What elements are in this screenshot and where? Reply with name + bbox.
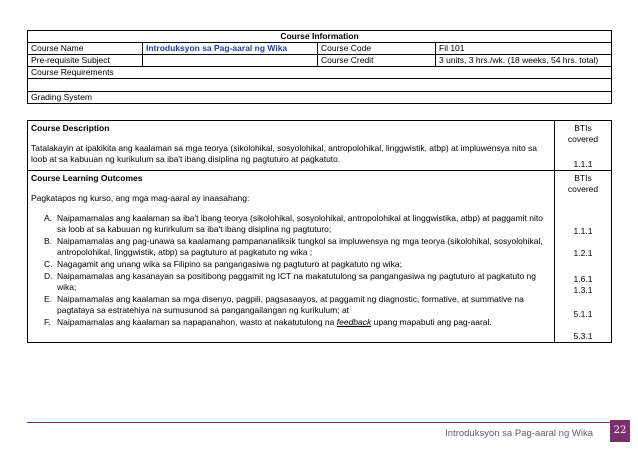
course-information-table [27, 30, 612, 104]
description-bti-heading: BTIs covered [567, 123, 599, 144]
outcomes-bti-cell [555, 171, 612, 343]
page-number: 22 [610, 420, 630, 442]
course-name-value: Introduksyon sa Pag-aaral ng Wika [143, 43, 318, 55]
footer-divider [27, 422, 611, 423]
list-item: B. Naipamamalas ang pag-unawa sa kaalamang pampananaliksik tungkol sa impluwensya ng mga teorya (sikolohikal, sosyolohikal, antropolohikal, linggwistik, atbp) sa pagtuturo at pagkatuto ng wika ; [44, 236, 543, 257]
list-item: E. Naipamamalas ang kaalaman sa mga disenyo, pagpili, pagsasaayos, at paggamit ng diagnostic, formative, at summative na pagtataya sa estratehiya na sumusunod sa pangangailangan ng kurikulum; at [44, 294, 524, 315]
bti-value: 1.2.1 [573, 248, 593, 258]
list-item: A. Naipamamalas ang kaalaman sa iba't ibang teorya (sikolohikal, sosyolohikal, antropolohikal at linggwistika, atbp) at paggamit nito sa loob at sa kabuuan ng kurirkulum sa iba't ibang disiplina ng pagtuturo; [44, 213, 543, 234]
learning-outcomes-heading: Course Learning Outcomes [31, 173, 143, 183]
list-item: F. Naipamamalas ang kaalaman sa napapanahon, wasto at nakatutulong na feedback upang mapabuti ang pag-aaral. [44, 317, 492, 327]
bti-value: 1.3.1 [573, 285, 593, 295]
course-credit-value: 3 units, 3 hrs./wk. (18 weeks, 54 hrs. total) [436, 55, 612, 67]
feedback-term: feedback [336, 317, 372, 327]
bti-value: 5.3.1 [573, 331, 593, 341]
learning-outcomes-list [31, 213, 551, 328]
course-credit-label: Course Credit [318, 55, 436, 67]
course-description-cell [28, 121, 555, 171]
outcomes-bti-list [558, 226, 608, 342]
bti-value: 1.1.1 [573, 226, 593, 236]
list-item: C. Nagagamit ang unang wika sa Filipino sa pangangasiwa ng pagtuturo at pagkatuto ng wika; [44, 259, 402, 269]
course-description-text: Tatalakayin at ipakikita ang kaalaman sa mga teorya (sikolohikal, sosyolohikal, antropolohikal, linggwistik, atbp) at impluwensya nito sa loob at sa kabuuan ng kurikulum sa iba't ibang disiplina ng pagtuturo at pagkatuto. [31, 143, 538, 164]
description-bti-cell [555, 121, 612, 171]
course-code-value: Fil 101 [436, 43, 612, 55]
course-requirements-value [28, 79, 612, 92]
learning-outcomes-intro: Pagkatapos ng kurso, ang mga mag-aaral ay inaasahang: [31, 193, 250, 203]
description-bti-value: 1.1.1 [573, 159, 593, 169]
bti-value: 1.6.1 [573, 274, 593, 284]
grading-system-label: Grading System [28, 92, 612, 104]
course-description-heading: Course Description [31, 123, 110, 133]
course-information-header: Course Information [28, 31, 612, 43]
footer-title: Introduksyon sa Pag-aaral ng Wika [445, 428, 593, 439]
prerequisite-value [143, 55, 318, 67]
course-code-label: Course Code [318, 43, 436, 55]
course-details-table [27, 120, 612, 343]
learning-outcomes-cell [28, 171, 555, 343]
course-requirements-label: Course Requirements [28, 67, 612, 79]
prerequisite-label: Pre-requisite Subject [28, 55, 143, 67]
outcomes-bti-heading: BTIs covered [567, 173, 599, 194]
list-item: D. Naipamamalas ang kasanayan sa positibong paggamit ng ICT na makatutulong sa pangangasiwa ng pagtuturo at pagkatuto ng wika; [44, 271, 537, 292]
bti-value: 5.1.1 [573, 309, 593, 319]
course-name-label: Course Name [28, 43, 143, 55]
